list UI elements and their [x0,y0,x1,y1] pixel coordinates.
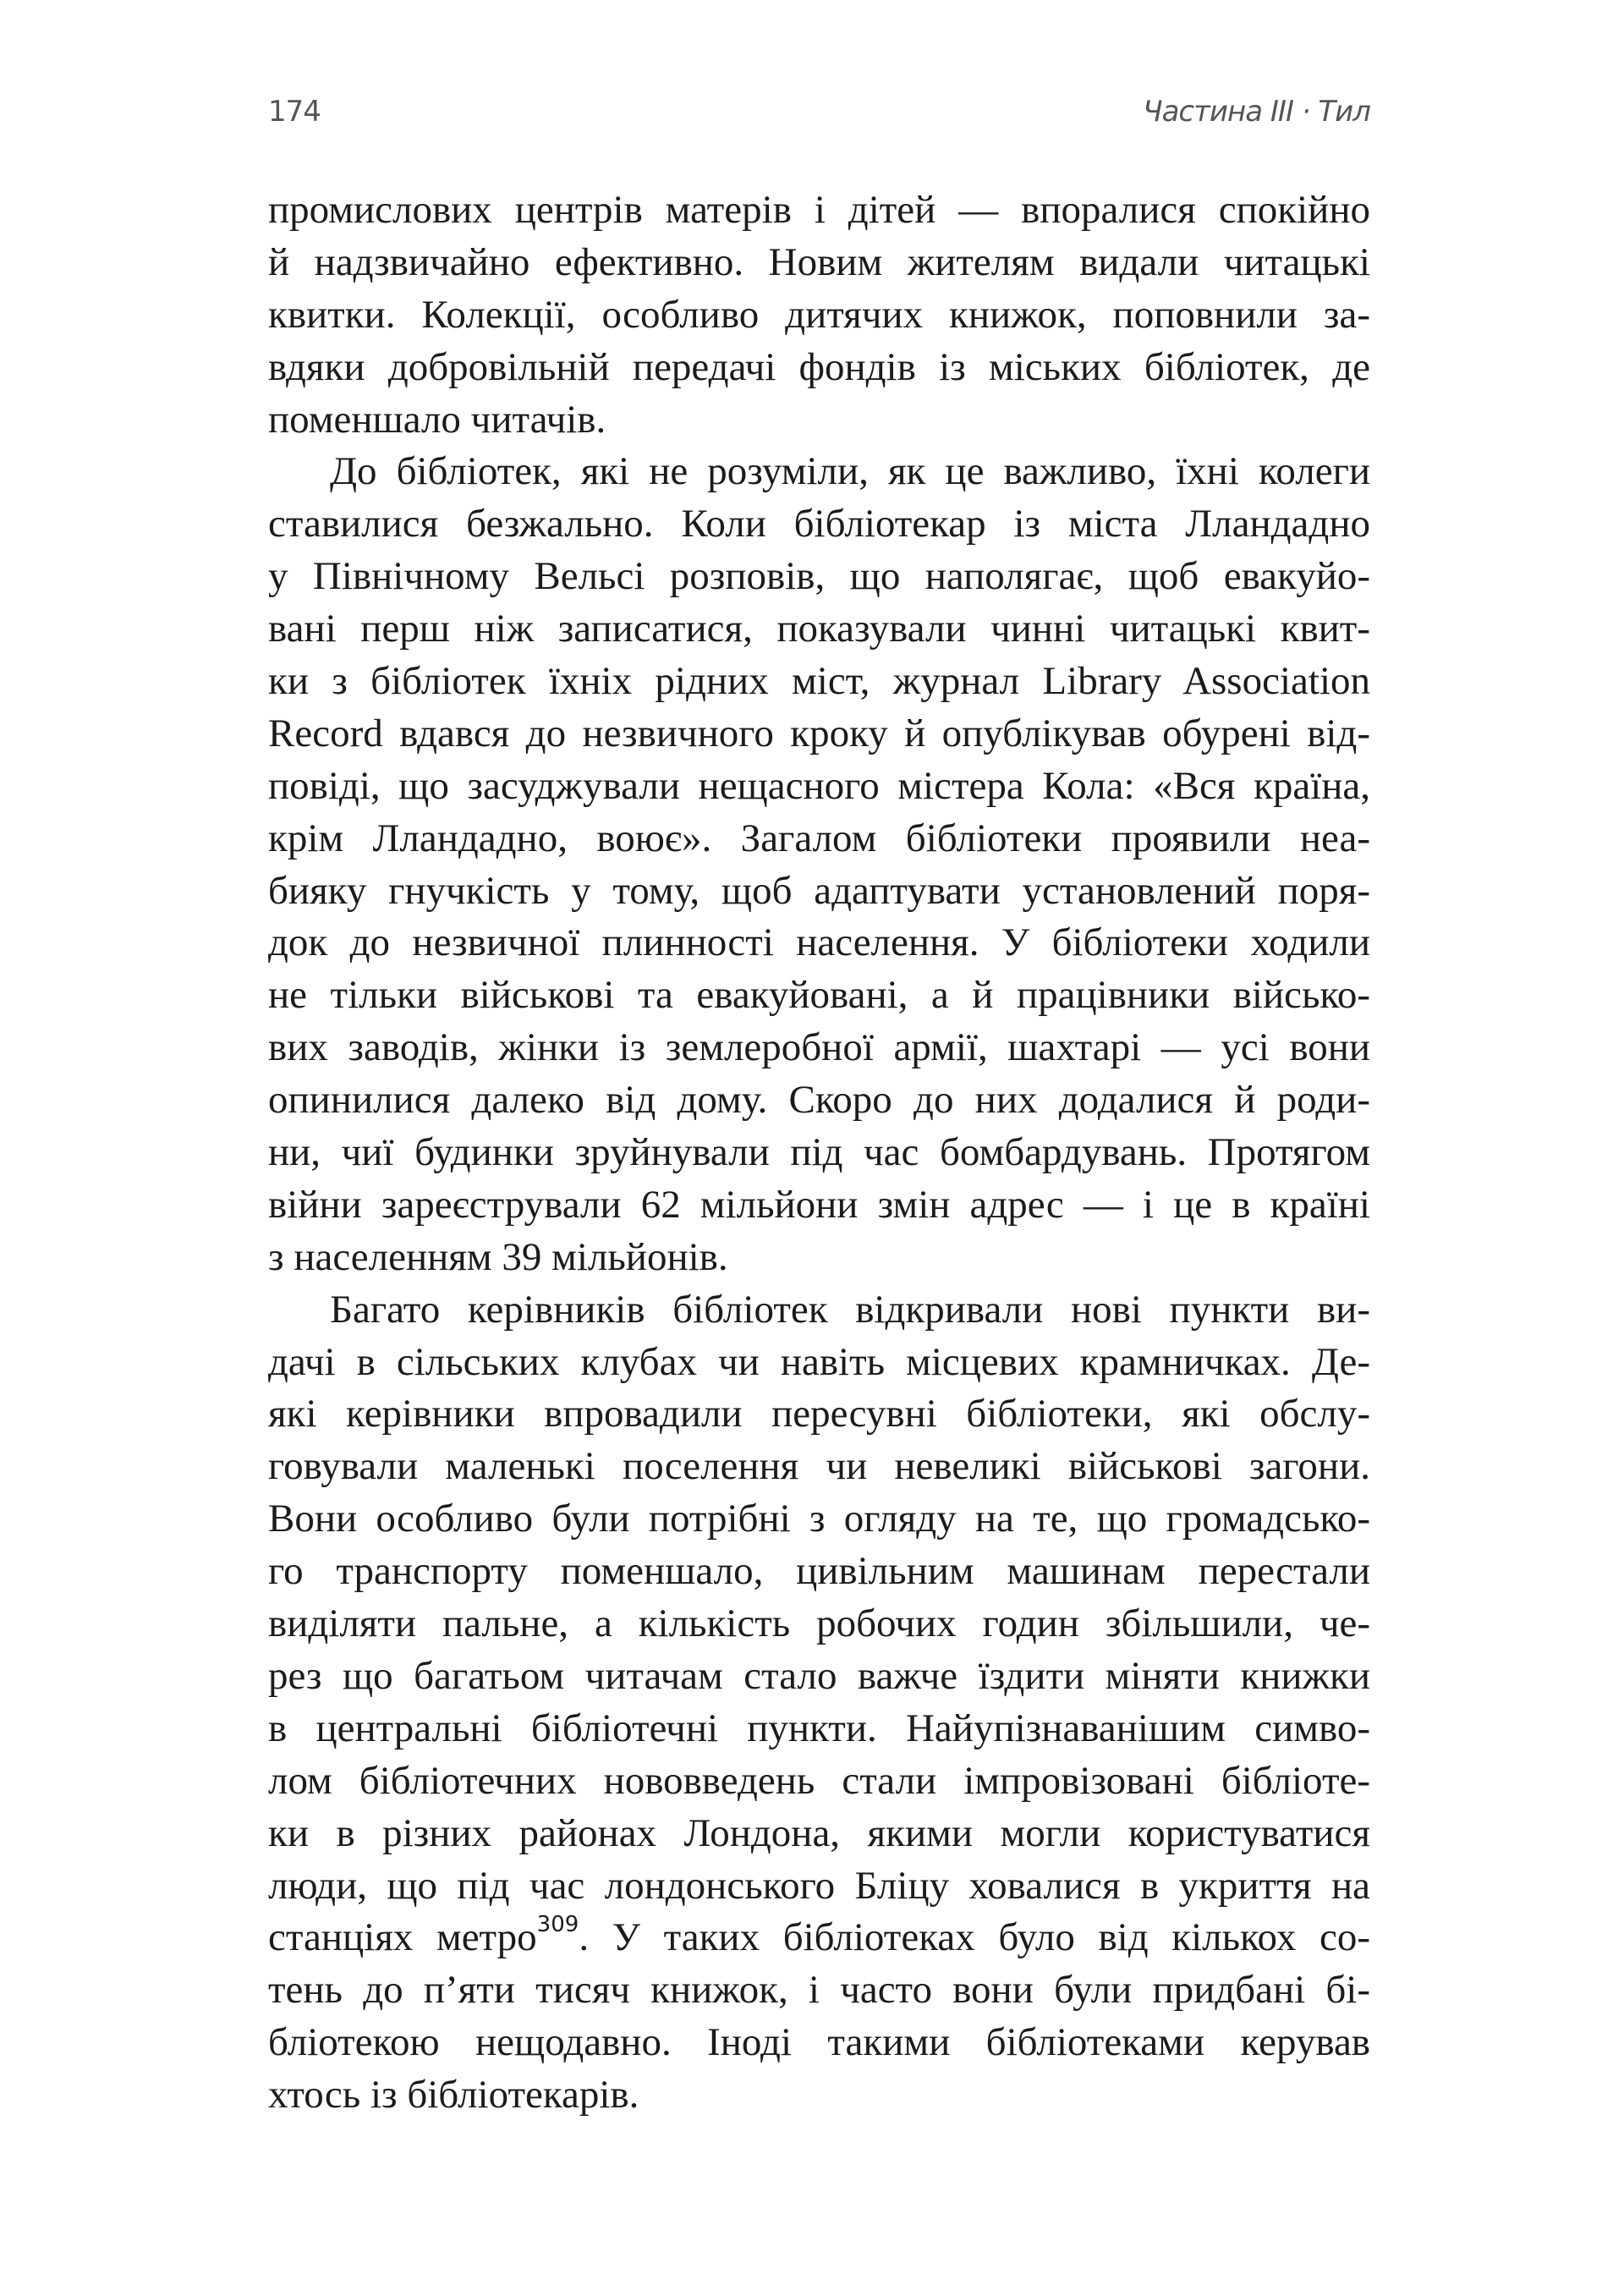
text-line: тень до п’яти тисяч книжок, і часто вони були придбані бі- [268,1968,1370,2013]
text-line: бліотекою нещодавно. Іноді такими бібліотеками керував [268,2020,1370,2065]
text-line: люди, що під час лондонського Бліцу ховалися в укриття на [268,1863,1370,1908]
text-line: хтось із бібліотекарів. [268,2073,639,2117]
text-line: ки в різних районах Лондона, якими могли користуватися [268,1810,1370,1855]
text-line: вих заводів, жінки із землеробної армії, шахтарі — усі вони [268,1025,1370,1070]
text-line: виділяти пальне, а кількість робочих годин збільшили, че- [268,1601,1370,1646]
text-line: бияку гнучкість у тому, щоб адаптувати установлений поря- [268,868,1370,913]
page-header [268,95,1370,137]
text-line: ки з бібліотек їхніх рідних міст, журнал Library Association [268,659,1370,704]
text-line: говували маленькі поселення чи невеликі військові загони. [268,1444,1370,1489]
text-line: не тільки військові та евакуйовані, а й працівники військо- [268,973,1370,1018]
text-line: промислових центрів матерів і дітей — впоралися спокійно [268,188,1370,232]
paragraph [268,446,1370,1283]
text-line: До бібліотек, які не розуміли, як це важливо, їхні колеги [330,449,1370,494]
text-line: у Північному Вельсі розповів, що наполягає, щоб евакуйо- [268,554,1370,599]
text-line: квитки. Колекції, особливо дитячих книжок, поповнили за- [268,292,1370,337]
text-line: Багато керівників бібліотек відкривали нові пункти ви- [330,1287,1370,1332]
page-number: 174 [268,95,321,129]
text-line: рез що багатьом читачам стало важче їздити міняти книжки [268,1653,1370,1698]
text-line: опинилися далеко від дому. Скоро до них додалися й роди- [268,1078,1370,1123]
text-line: док до незвичної плинності населення. У бібліотеки ходили [268,920,1370,965]
text-line: крім Лландадно, воює». Загалом бібліотеки проявили неа- [268,816,1370,860]
text-segment: . У таких бібліотеках було від кількох со- [579,1915,1370,1960]
text-line: Вони особливо були потрібні з огляду на те, що громадсько- [268,1497,1370,1541]
text-line: ставилися безжально. Коли бібліотекар із міста Лландадно [268,502,1370,547]
text-line [268,1912,1370,1964]
paragraph [268,1284,1370,2122]
text-line: ни, чиї будинки зруйнували під час бомбардувань. Протягом [268,1130,1370,1175]
text-line: лом бібліотечних нововведень стали імпровізовані бібліоте- [268,1758,1370,1803]
text-line: війни зареєстрували 62 мільйони змін адрес — і це в країні [268,1182,1370,1227]
running-title: Частина III · Тил [1143,95,1370,129]
body-text [268,184,1370,2122]
text-line: які керівники впровадили пересувні бібліотеки, які обслу- [268,1392,1370,1436]
text-segment: станціях метро [268,1915,537,1960]
text-line: повіді, що засуджували нещасного містера Кола: «Вся країна, [268,763,1370,808]
text-line: в центральні бібліотечні пункти. Найупізнаванішим симво- [268,1706,1370,1750]
text-line: й надзвичайно ефективно. Новим жителям видали читацькі [268,239,1370,284]
text-line: дачі в сільських клубах чи навіть місцевих крамничках. Де- [268,1339,1370,1384]
text-line: вдяки добровільній передачі фондів із міських бібліотек, де [268,344,1370,389]
text-line: Record вдався до незвичного кроку й опублікував обурені від- [268,711,1370,755]
footnote-reference[interactable]: 309 [536,1912,579,1938]
paragraph [268,184,1370,446]
text-line: го транспорту поменшало, цивільним машинам перестали [268,1549,1370,1594]
text-line: вані перш ніж записатися, показували чинні читацькі квит- [268,607,1370,651]
text-line: поменшало читачів. [268,397,606,442]
text-line: з населенням 39 мільйонів. [268,1234,728,1279]
